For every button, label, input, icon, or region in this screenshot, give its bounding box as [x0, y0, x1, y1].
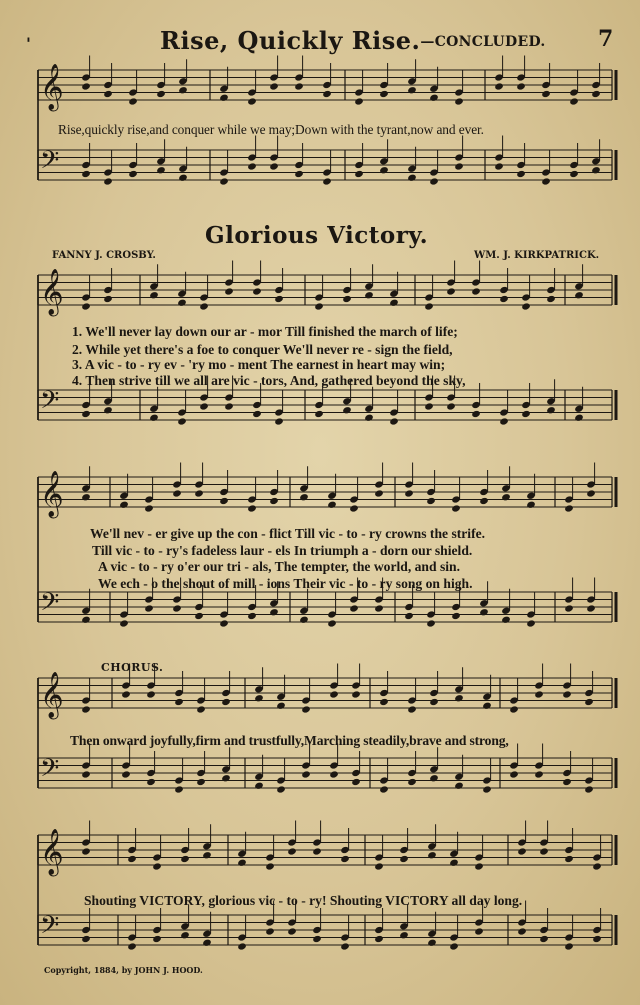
- song1-lyric: Rise,quickly rise,and conquer while we may;Down with the tyrant,now and ever.: [58, 122, 484, 137]
- notehead: [574, 414, 584, 422]
- song1-title: Rise, Quickly Rise.: [160, 26, 421, 55]
- notehead: [178, 86, 188, 94]
- verse2-line-a: 2. While yet there's a foe to conquer We'll never re - sign the field,: [72, 342, 453, 357]
- bass-clef: 𝄢: [40, 754, 60, 789]
- notehead: [379, 785, 389, 793]
- notehead: [219, 177, 229, 185]
- notehead: [254, 782, 264, 790]
- notehead: [342, 295, 352, 303]
- notehead: [247, 504, 257, 512]
- notehead: [172, 604, 182, 612]
- chorus-line-1: Then onward joyfully,firm and trustfully,Marching steadily,brave and strong,: [70, 733, 509, 748]
- notehead: [374, 489, 384, 497]
- notehead: [354, 97, 364, 105]
- notehead: [494, 82, 504, 90]
- notehead: [81, 302, 91, 310]
- notehead: [174, 785, 184, 793]
- notehead: [81, 935, 91, 943]
- notehead: [389, 417, 399, 425]
- notehead: [389, 299, 399, 307]
- notehead: [119, 619, 129, 627]
- notehead: [128, 170, 138, 178]
- bass-clef: 𝄢: [40, 146, 60, 181]
- notehead: [539, 935, 549, 943]
- notehead: [265, 862, 275, 870]
- verse1-line-a: 1. We'll never lay down our ar - mor Till finished the march of life;: [72, 324, 458, 339]
- notehead: [499, 295, 509, 303]
- notehead: [449, 942, 459, 950]
- notehead: [146, 690, 156, 698]
- notehead: [265, 927, 275, 935]
- treble-clef: 𝄞: [40, 471, 64, 517]
- notehead: [407, 705, 417, 713]
- notehead: [349, 504, 359, 512]
- notehead: [322, 90, 332, 98]
- notehead: [479, 608, 489, 616]
- notehead: [521, 302, 531, 310]
- notehead: [294, 82, 304, 90]
- notehead: [287, 847, 297, 855]
- notehead: [314, 302, 324, 310]
- notehead: [517, 927, 527, 935]
- notehead: [252, 410, 262, 418]
- notehead: [202, 851, 212, 859]
- notehead: [103, 177, 113, 185]
- notehead: [501, 493, 511, 501]
- notehead: [374, 935, 384, 943]
- notehead: [269, 608, 279, 616]
- notehead: [546, 295, 556, 303]
- notehead: [103, 295, 113, 303]
- notehead: [569, 170, 579, 178]
- notehead: [584, 698, 594, 706]
- notehead: [562, 690, 572, 698]
- notehead: [592, 862, 602, 870]
- notehead: [180, 855, 190, 863]
- copyright-notice: Copyright, 1884, by JOHN J. HOOD.: [44, 965, 203, 975]
- notehead: [591, 166, 601, 174]
- notehead: [427, 939, 437, 947]
- notehead: [351, 778, 361, 786]
- notehead: [342, 406, 352, 414]
- notehead: [144, 504, 154, 512]
- notehead: [172, 489, 182, 497]
- notehead: [451, 612, 461, 620]
- notehead: [103, 90, 113, 98]
- chorus-line-2: Shouting VICTORY, glorious vic - to - ry! Shouting VICTORY all day long.: [84, 893, 523, 908]
- notehead: [526, 501, 536, 509]
- notehead: [407, 778, 417, 786]
- notehead: [322, 177, 332, 185]
- treble-clef: 𝄞: [40, 672, 64, 718]
- bass-clef: 𝄢: [40, 911, 60, 946]
- notehead: [152, 862, 162, 870]
- notehead: [219, 497, 229, 505]
- notehead: [404, 489, 414, 497]
- notehead: [424, 302, 434, 310]
- notehead: [454, 97, 464, 105]
- notehead: [424, 402, 434, 410]
- notehead: [454, 694, 464, 702]
- notehead: [482, 702, 492, 710]
- notehead: [177, 417, 187, 425]
- notehead: [174, 698, 184, 706]
- notehead: [144, 604, 154, 612]
- notehead: [449, 859, 459, 867]
- notehead: [379, 166, 389, 174]
- notehead: [539, 847, 549, 855]
- verse4-line-a: 4. Then strive till we all are vic - tors, And, gathered beyond the sky,: [72, 373, 466, 388]
- notehead: [541, 90, 551, 98]
- notehead: [119, 501, 129, 509]
- notehead: [586, 489, 596, 497]
- notehead: [152, 935, 162, 943]
- notehead: [471, 410, 481, 418]
- verse2-line-b: Till vic - to - ry's fadeless laur - els In triumph a - dorn our shield.: [92, 543, 473, 558]
- verse4-line-b: We ech - o the shout of mill - ions Their vic - to - ry song on high.: [98, 576, 473, 591]
- notehead: [81, 847, 91, 855]
- notehead: [196, 778, 206, 786]
- notehead: [301, 705, 311, 713]
- notehead: [429, 94, 439, 102]
- notehead: [564, 604, 574, 612]
- notehead: [340, 942, 350, 950]
- notehead: [314, 410, 324, 418]
- notehead: [482, 785, 492, 793]
- notehead: [429, 177, 439, 185]
- notehead: [103, 406, 113, 414]
- notehead: [252, 287, 262, 295]
- notehead: [584, 785, 594, 793]
- notehead: [327, 619, 337, 627]
- notehead: [541, 177, 551, 185]
- song1-concluded-label: —CONCLUDED.: [420, 34, 546, 50]
- notehead: [81, 705, 91, 713]
- notehead: [429, 774, 439, 782]
- notehead: [564, 942, 574, 950]
- notehead: [269, 82, 279, 90]
- notehead: [407, 86, 417, 94]
- notehead: [329, 770, 339, 778]
- notehead: [219, 619, 229, 627]
- notehead: [146, 778, 156, 786]
- notehead: [287, 927, 297, 935]
- notehead: [121, 690, 131, 698]
- page-number: 7: [598, 26, 614, 52]
- notehead: [81, 410, 91, 418]
- notehead: [399, 855, 409, 863]
- notehead: [509, 770, 519, 778]
- notehead: [526, 619, 536, 627]
- notehead: [454, 162, 464, 170]
- notehead: [276, 785, 286, 793]
- notehead: [221, 774, 231, 782]
- notehead: [374, 604, 384, 612]
- notehead: [202, 939, 212, 947]
- notehead: [564, 855, 574, 863]
- bass-clef: 𝄢: [40, 588, 60, 623]
- notehead: [349, 604, 359, 612]
- notehead: [521, 410, 531, 418]
- notehead: [562, 778, 572, 786]
- notehead: [501, 616, 511, 624]
- notehead: [407, 174, 417, 182]
- notehead: [379, 90, 389, 98]
- notehead: [446, 287, 456, 295]
- notehead: [81, 82, 91, 90]
- notehead: [494, 162, 504, 170]
- notehead: [312, 847, 322, 855]
- notehead: [427, 851, 437, 859]
- notehead: [509, 705, 519, 713]
- song2-title: Glorious Victory.: [205, 222, 429, 249]
- notehead: [274, 417, 284, 425]
- notehead: [237, 859, 247, 867]
- notehead: [121, 770, 131, 778]
- notehead: [569, 97, 579, 105]
- notehead: [499, 417, 509, 425]
- notehead: [294, 170, 304, 178]
- notehead: [516, 170, 526, 178]
- notehead: [564, 504, 574, 512]
- notehead: [219, 94, 229, 102]
- verse1-line-b: We'll nev - er give up the con - flict Till vic - to - ry crowns the strife.: [90, 526, 486, 541]
- notehead: [81, 770, 91, 778]
- notehead: [299, 616, 309, 624]
- notehead: [312, 935, 322, 943]
- notehead: [247, 97, 257, 105]
- notehead: [454, 782, 464, 790]
- notehead: [329, 690, 339, 698]
- notehead: [156, 166, 166, 174]
- notehead: [194, 612, 204, 620]
- notehead: [479, 497, 489, 505]
- notehead: [364, 414, 374, 422]
- notehead: [474, 927, 484, 935]
- notehead: [516, 82, 526, 90]
- page-header: [160, 26, 546, 55]
- notehead: [446, 402, 456, 410]
- notehead: [177, 299, 187, 307]
- notehead: [127, 942, 137, 950]
- notehead: [546, 406, 556, 414]
- notehead: [156, 90, 166, 98]
- lyricist-credit: FANNY J. CROSBY.: [52, 250, 156, 261]
- notehead: [426, 497, 436, 505]
- notehead: [340, 855, 350, 863]
- notehead: [591, 90, 601, 98]
- notehead: [81, 616, 91, 624]
- notehead: [399, 931, 409, 939]
- notehead: [81, 493, 91, 501]
- notehead: [194, 489, 204, 497]
- notehead: [404, 612, 414, 620]
- notehead: [128, 97, 138, 105]
- notehead: [351, 690, 361, 698]
- notehead: [474, 862, 484, 870]
- notehead: [274, 295, 284, 303]
- verse3-line-b: A vic - to - ry o'er our tri - als, The tempter, the world, and sin.: [98, 559, 460, 574]
- verse3-line-a: 3. A vic - to - ry ev - 'ry mo - ment The earnest in heart may win;: [72, 357, 446, 372]
- notehead: [301, 770, 311, 778]
- notehead: [224, 402, 234, 410]
- notehead: [196, 705, 206, 713]
- notehead: [327, 501, 337, 509]
- composer-credit: WM. J. KIRKPATRICK.: [474, 250, 600, 261]
- margin-mark: ': [26, 34, 31, 53]
- treble-clef: 𝄞: [40, 64, 64, 110]
- treble-clef: 𝄞: [40, 829, 64, 875]
- notehead: [127, 855, 137, 863]
- notehead: [180, 931, 190, 939]
- notehead: [534, 690, 544, 698]
- notehead: [534, 770, 544, 778]
- notehead: [379, 698, 389, 706]
- notehead: [276, 702, 286, 710]
- bass-clef: 𝄢: [40, 386, 60, 421]
- notehead: [451, 504, 461, 512]
- notehead: [247, 162, 257, 170]
- notehead: [364, 291, 374, 299]
- notehead: [517, 847, 527, 855]
- notehead: [269, 162, 279, 170]
- treble-clef: 𝄞: [40, 269, 64, 315]
- notehead: [429, 698, 439, 706]
- notehead: [586, 604, 596, 612]
- notehead: [592, 935, 602, 943]
- notehead: [178, 174, 188, 182]
- notehead: [254, 694, 264, 702]
- notehead: [354, 170, 364, 178]
- notehead: [81, 170, 91, 178]
- notehead: [237, 942, 247, 950]
- notehead: [199, 302, 209, 310]
- notehead: [269, 497, 279, 505]
- notehead: [199, 402, 209, 410]
- notehead: [221, 698, 231, 706]
- notehead: [471, 287, 481, 295]
- notehead: [374, 862, 384, 870]
- notehead: [149, 414, 159, 422]
- notehead: [247, 612, 257, 620]
- notehead: [299, 493, 309, 501]
- notehead: [574, 291, 584, 299]
- notehead: [149, 291, 159, 299]
- notehead: [224, 287, 234, 295]
- notehead: [426, 619, 436, 627]
- chorus-label: CHORUS.: [101, 661, 164, 674]
